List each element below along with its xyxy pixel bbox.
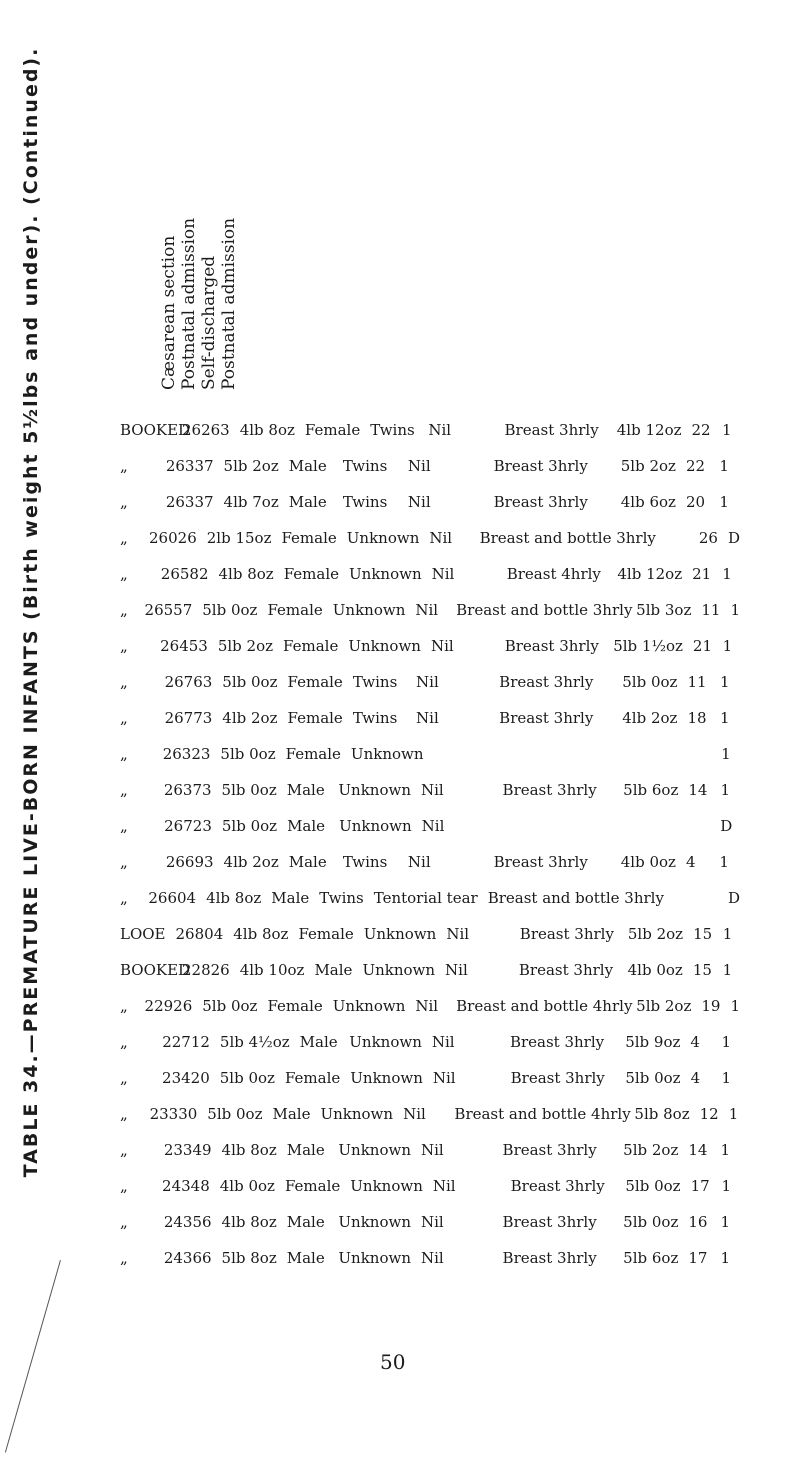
cell-feed: Breast and bottle 3hrly bbox=[487, 889, 664, 907]
cell-wt2: 5lb 0oz bbox=[625, 1069, 681, 1087]
cell-wt2: 5lb 2oz bbox=[620, 457, 676, 475]
cell-abn: Nil bbox=[416, 673, 439, 691]
table-row bbox=[120, 600, 740, 620]
cell-out: 1 bbox=[722, 925, 733, 943]
cell-status: „ bbox=[120, 637, 128, 655]
cell-wt2: 5lb 6oz bbox=[623, 1249, 679, 1267]
cell-no: 24366 bbox=[163, 1249, 212, 1267]
cell-abn: Nil bbox=[431, 565, 455, 583]
cell-days: 14 bbox=[688, 781, 708, 799]
side-labels bbox=[160, 120, 240, 390]
cell-status: „ bbox=[120, 853, 128, 871]
cell-status: „ bbox=[120, 1069, 128, 1087]
cell-feed: Breast 3hrly bbox=[510, 1177, 605, 1195]
cell-wt: 5lb 0oz bbox=[221, 817, 278, 835]
cell-sex: Female bbox=[304, 421, 361, 439]
cell-wt: 5lb 0oz bbox=[202, 601, 258, 619]
table-row bbox=[120, 636, 740, 656]
cell-mult: Twins bbox=[352, 709, 398, 727]
cell-abn: Nil bbox=[420, 1249, 444, 1267]
cell-days: 19 bbox=[701, 997, 721, 1015]
cell-wt2: 5lb 2oz bbox=[623, 1141, 679, 1159]
cell-feed: Breast 3hrly bbox=[502, 781, 597, 799]
cell-days: 15 bbox=[693, 925, 713, 943]
cell-mult: Unknown bbox=[332, 997, 406, 1015]
cell-mult: Unknown bbox=[363, 925, 437, 943]
cell-status: „ bbox=[120, 601, 128, 619]
side-label: Cæsarean section bbox=[159, 235, 179, 390]
cell-wt2: 4lb 12oz bbox=[617, 565, 683, 583]
cell-wt: 4lb 2oz bbox=[223, 853, 279, 871]
cell-wt: 5lb 0oz bbox=[220, 745, 276, 763]
cell-mult: Unknown bbox=[349, 565, 422, 583]
cell-mult: Unknown bbox=[349, 1033, 422, 1051]
table-row bbox=[120, 780, 740, 800]
cell-wt2: 4lb 2oz bbox=[622, 709, 678, 727]
cell-wt2: 4lb 12oz bbox=[616, 421, 682, 439]
cell-abn: Nil bbox=[415, 997, 439, 1015]
cell-no: 23349 bbox=[163, 1141, 212, 1159]
cell-wt2: 4lb 0oz bbox=[620, 853, 676, 871]
cell-mult: Unknown bbox=[362, 961, 436, 979]
cell-feed: Breast and bottle 4hrly bbox=[454, 1105, 631, 1123]
cell-no: 26557 bbox=[144, 601, 193, 619]
cell-mult: Unknown bbox=[350, 745, 424, 763]
cell-sex: Female bbox=[285, 745, 341, 763]
cell-abn: Nil bbox=[416, 709, 439, 727]
side-label: Self-discharged bbox=[199, 255, 219, 390]
cell-mult: Twins bbox=[342, 853, 388, 871]
cell-mult: Unknown bbox=[338, 1141, 411, 1159]
cell-no: 26804 bbox=[175, 925, 224, 943]
cell-abn: Nil bbox=[429, 529, 453, 547]
cell-wt: 5lb 0oz bbox=[219, 1069, 275, 1087]
cell-no: 26693 bbox=[165, 853, 214, 871]
cell-abn: Nil bbox=[403, 1105, 426, 1123]
cell-wt2: 5lb 0oz bbox=[623, 1213, 679, 1231]
cell-wt2: 5lb 2oz bbox=[627, 925, 684, 943]
cell-feed: Breast 3hrly bbox=[502, 1141, 597, 1159]
table-title: TABLE 34.—PREMATURE LIVE-BORN INFANTS (Birth weight 5½lbs and under). (Continued). bbox=[20, 46, 42, 1178]
cell-out: 1 bbox=[720, 709, 730, 727]
table-row bbox=[120, 1140, 740, 1160]
cell-out: 1 bbox=[720, 1249, 731, 1267]
cell-wt: 2lb 15oz bbox=[206, 529, 272, 547]
cell-feed: Breast 3hrly bbox=[499, 673, 594, 691]
cell-sex: Female bbox=[267, 997, 323, 1015]
table-row bbox=[120, 1176, 740, 1196]
cell-sex: Male bbox=[299, 1033, 338, 1051]
cell-mult: Unknown bbox=[346, 529, 420, 547]
cell-out: 1 bbox=[719, 853, 729, 871]
cell-no: 26604 bbox=[148, 889, 197, 907]
table-row bbox=[120, 528, 740, 548]
cell-status: „ bbox=[120, 493, 128, 511]
table-row bbox=[120, 564, 740, 584]
table-row bbox=[120, 1212, 740, 1232]
side-label: Postnatal admission bbox=[179, 217, 199, 390]
cell-status: „ bbox=[120, 1213, 128, 1231]
cell-days: 4 bbox=[690, 1069, 701, 1087]
cell-no: 24348 bbox=[162, 1177, 210, 1195]
cell-days: 26 bbox=[698, 529, 718, 547]
cell-no: 22926 bbox=[144, 997, 193, 1015]
cell-feed: Breast 3hrly bbox=[504, 637, 599, 655]
cell-feed: Breast 3hrly bbox=[499, 709, 594, 727]
cell-feed: Breast 3hrly bbox=[493, 493, 588, 511]
cell-days: 17 bbox=[690, 1177, 710, 1195]
cell-out: 1 bbox=[722, 961, 733, 979]
cell-no: 22712 bbox=[162, 1033, 210, 1051]
cell-days: 11 bbox=[701, 601, 721, 619]
cell-out: 1 bbox=[730, 601, 740, 619]
cell-no: 26453 bbox=[160, 637, 208, 655]
cell-wt2: 5lb 6oz bbox=[623, 781, 679, 799]
cell-status: BOOKED bbox=[120, 421, 191, 439]
cell-out: 1 bbox=[730, 997, 740, 1015]
cell-wt2: 5lb 9oz bbox=[625, 1033, 681, 1051]
cell-feed: Breast 3hrly bbox=[510, 1069, 605, 1087]
cell-out: D bbox=[727, 529, 740, 547]
cell-days: 21 bbox=[692, 637, 713, 655]
cell-wt: 5lb 0oz bbox=[207, 1105, 263, 1123]
cell-mult: Twins bbox=[352, 673, 398, 691]
cell-sex: Female bbox=[284, 1177, 341, 1195]
cell-status: „ bbox=[120, 889, 128, 907]
cell-feed: Breast 3hrly bbox=[502, 1249, 597, 1267]
cell-status: „ bbox=[120, 1249, 128, 1267]
side-label: Postnatal admission bbox=[219, 217, 239, 390]
cell-wt: 5lb 0oz bbox=[222, 673, 278, 691]
cell-out: 1 bbox=[720, 781, 731, 799]
cell-wt: 4lb 8oz bbox=[218, 565, 274, 583]
cell-sex: Male bbox=[287, 817, 326, 835]
cell-status: „ bbox=[120, 997, 128, 1015]
cell-sex: Male bbox=[286, 1141, 325, 1159]
cell-abn: Nil bbox=[420, 781, 444, 799]
cell-sex: Male bbox=[288, 493, 327, 511]
cell-no: 26323 bbox=[162, 745, 211, 763]
cell-status: „ bbox=[120, 1105, 128, 1123]
cell-days: 16 bbox=[688, 1213, 708, 1231]
cell-abn: Nil bbox=[407, 457, 431, 475]
cell-sex: Female bbox=[287, 673, 343, 691]
cell-no: 22826 bbox=[182, 961, 230, 979]
cell-no: 23420 bbox=[162, 1069, 210, 1087]
cell-days: 22 bbox=[685, 457, 706, 475]
cell-feed: Breast 3hrly bbox=[502, 1213, 597, 1231]
cell-days: 22 bbox=[691, 421, 711, 439]
table-row bbox=[120, 852, 740, 872]
cell-out: 1 bbox=[722, 637, 733, 655]
cell-no: 26373 bbox=[163, 781, 212, 799]
cell-status: BOOKED bbox=[120, 961, 191, 979]
cell-out: 1 bbox=[722, 565, 732, 583]
cell-feed: Breast and bottle 3hrly bbox=[479, 529, 656, 547]
cell-out: 1 bbox=[728, 1105, 739, 1123]
cell-sex: Male bbox=[271, 889, 310, 907]
cell-wt: 4lb 8oz bbox=[206, 889, 262, 907]
cell-wt2: 5lb 0oz bbox=[622, 673, 678, 691]
cell-out: 1 bbox=[721, 421, 732, 439]
cell-sex: Male bbox=[272, 1105, 311, 1123]
cell-no: 26763 bbox=[164, 673, 213, 691]
table-row bbox=[120, 672, 740, 692]
table-row bbox=[120, 888, 740, 908]
cell-days: 17 bbox=[688, 1249, 708, 1267]
table-row bbox=[120, 1104, 740, 1124]
cell-abn: Nil bbox=[446, 925, 470, 943]
cell-wt: 4lb 8oz bbox=[221, 1141, 277, 1159]
cell-sex: Male bbox=[314, 961, 353, 979]
cell-days: 18 bbox=[687, 709, 707, 727]
table-row bbox=[120, 1248, 740, 1268]
cell-out: D bbox=[720, 817, 733, 835]
cell-sex: Female bbox=[283, 637, 339, 655]
cell-days: 21 bbox=[692, 565, 712, 583]
cell-status: „ bbox=[120, 817, 128, 835]
cell-sex: Female bbox=[267, 601, 323, 619]
cell-no: 26337 bbox=[165, 493, 214, 511]
cell-days: 11 bbox=[687, 673, 707, 691]
cell-out: 1 bbox=[720, 1213, 731, 1231]
cell-wt: 4lb 8oz bbox=[233, 925, 289, 943]
cell-feed: Breast and bottle 3hrly bbox=[456, 601, 633, 619]
cell-out: 1 bbox=[720, 673, 730, 691]
cell-feed: Breast 3hrly bbox=[518, 961, 614, 979]
cell-mult: Unknown bbox=[350, 1069, 423, 1087]
cell-wt: 5lb 4½oz bbox=[219, 1033, 290, 1051]
cell-mult: Unknown bbox=[338, 781, 411, 799]
cell-wt: 4lb 7oz bbox=[223, 493, 279, 511]
cell-no: 26723 bbox=[164, 817, 212, 835]
cell-wt: 4lb 10oz bbox=[239, 961, 305, 979]
table-row bbox=[120, 744, 740, 764]
table-row bbox=[120, 492, 740, 512]
cell-abn: Nil bbox=[432, 1177, 456, 1195]
cell-mult: Unknown bbox=[350, 1177, 423, 1195]
cell-wt: 5lb 2oz bbox=[223, 457, 279, 475]
cell-no: 26263 bbox=[182, 421, 230, 439]
table-row bbox=[120, 960, 740, 980]
cell-status: „ bbox=[120, 781, 128, 799]
cell-abn: Nil bbox=[432, 1069, 456, 1087]
cell-wt: 4lb 2oz bbox=[222, 709, 278, 727]
cell-out: 1 bbox=[719, 493, 729, 511]
table-row bbox=[120, 996, 740, 1016]
cell-days: 12 bbox=[699, 1105, 719, 1123]
cell-out: D bbox=[727, 889, 740, 907]
cell-mult: Twins bbox=[342, 493, 388, 511]
cell-abn: Nil bbox=[445, 961, 468, 979]
cell-out: 1 bbox=[721, 1033, 731, 1051]
cell-wt2: 5lb 8oz bbox=[634, 1105, 690, 1123]
cell-wt2: 4lb 6oz bbox=[620, 493, 676, 511]
cell-status: LOOE bbox=[120, 925, 166, 943]
cell-mult: Unknown bbox=[339, 817, 412, 835]
table-row bbox=[120, 1032, 740, 1052]
cell-sex: Male bbox=[286, 1213, 325, 1231]
cell-feed: Breast 3hrly bbox=[509, 1033, 605, 1051]
cell-days: 15 bbox=[692, 961, 712, 979]
cell-status: „ bbox=[120, 1177, 128, 1195]
cell-mult: Twins bbox=[370, 421, 415, 439]
cell-feed: Breast 3hrly bbox=[519, 925, 614, 943]
table-row bbox=[120, 924, 740, 944]
cell-wt2: 5lb 2oz bbox=[636, 997, 692, 1015]
cell-abn: Nil bbox=[420, 1141, 444, 1159]
cell-sex: Male bbox=[288, 853, 327, 871]
cell-sex: Male bbox=[288, 457, 327, 475]
cell-sex: Male bbox=[286, 1249, 325, 1267]
cell-wt: 5lb 8oz bbox=[221, 1249, 277, 1267]
cell-abn: Tentorial tear bbox=[373, 889, 478, 907]
cell-wt2: 5lb 0oz bbox=[625, 1177, 681, 1195]
cell-no: 24356 bbox=[163, 1213, 212, 1231]
cell-mult: Twins bbox=[319, 889, 364, 907]
cell-out: 1 bbox=[721, 1177, 732, 1195]
cell-days: 4 bbox=[690, 1033, 700, 1051]
cell-mult: Unknown bbox=[338, 1213, 411, 1231]
cell-feed: Breast 3hrly bbox=[504, 421, 599, 439]
cell-no: 26773 bbox=[164, 709, 213, 727]
cell-feed: Breast 3hrly bbox=[493, 457, 588, 475]
cell-out: 1 bbox=[720, 1141, 731, 1159]
cell-days: 20 bbox=[685, 493, 706, 511]
cell-status: „ bbox=[120, 1033, 128, 1051]
page-number: 50 bbox=[380, 1350, 406, 1374]
table-row bbox=[120, 456, 740, 476]
cell-mult: Unknown bbox=[332, 601, 406, 619]
cell-no: 26337 bbox=[165, 457, 214, 475]
cell-status: „ bbox=[120, 1141, 128, 1159]
cell-mult: Unknown bbox=[348, 637, 421, 655]
cell-sex: Female bbox=[283, 565, 340, 583]
cell-no: 26582 bbox=[160, 565, 209, 583]
cell-mult: Unknown bbox=[320, 1105, 394, 1123]
cell-abn: Nil bbox=[420, 1213, 444, 1231]
cell-status: „ bbox=[120, 673, 128, 691]
cell-abn: Nil bbox=[415, 601, 439, 619]
cell-sex: Female bbox=[281, 529, 337, 547]
cell-abn: Nil bbox=[428, 421, 452, 439]
table-row bbox=[120, 816, 740, 836]
cell-wt: 4lb 8oz bbox=[239, 421, 295, 439]
cell-abn: Nil bbox=[430, 637, 454, 655]
cell-wt: 4lb 0oz bbox=[219, 1177, 275, 1195]
cell-mult: Unknown bbox=[338, 1249, 411, 1267]
table-row bbox=[120, 708, 740, 728]
cell-status: „ bbox=[120, 709, 128, 727]
cell-status: „ bbox=[120, 745, 128, 763]
cell-wt: 4lb 8oz bbox=[221, 1213, 277, 1231]
cell-wt2: 5lb 1½oz bbox=[613, 637, 683, 655]
cell-out: 1 bbox=[721, 1069, 732, 1087]
cell-mult: Twins bbox=[342, 457, 388, 475]
cell-feed: Breast and bottle 4hrly bbox=[456, 997, 633, 1015]
table-row bbox=[120, 1068, 740, 1088]
cell-sex: Female bbox=[298, 925, 354, 943]
cell-out: 1 bbox=[721, 745, 731, 763]
cell-no: 23330 bbox=[149, 1105, 198, 1123]
cell-sex: Male bbox=[286, 781, 325, 799]
cell-wt: 5lb 2oz bbox=[217, 637, 274, 655]
cell-abn: Nil bbox=[407, 853, 431, 871]
cell-days: 4 bbox=[685, 853, 696, 871]
table-row bbox=[120, 420, 740, 440]
cell-out: 1 bbox=[719, 457, 729, 475]
cell-wt: 5lb 0oz bbox=[202, 997, 258, 1015]
cell-wt2: 4lb 0oz bbox=[627, 961, 683, 979]
cell-sex: Female bbox=[287, 709, 343, 727]
cell-abn: Nil bbox=[431, 1033, 455, 1051]
cell-abn: Nil bbox=[407, 493, 431, 511]
cell-wt: 5lb 0oz bbox=[221, 781, 277, 799]
cell-wt2: 5lb 3oz bbox=[636, 601, 692, 619]
cell-abn: Nil bbox=[421, 817, 445, 835]
cell-sex: Female bbox=[284, 1069, 341, 1087]
cell-status: „ bbox=[120, 529, 128, 547]
cell-feed: Breast 4hrly bbox=[506, 565, 601, 583]
cell-feed: Breast 3hrly bbox=[493, 853, 588, 871]
cell-status: „ bbox=[120, 457, 128, 475]
cell-no: 26026 bbox=[149, 529, 197, 547]
cell-status: „ bbox=[120, 565, 128, 583]
cell-days: 14 bbox=[688, 1141, 708, 1159]
